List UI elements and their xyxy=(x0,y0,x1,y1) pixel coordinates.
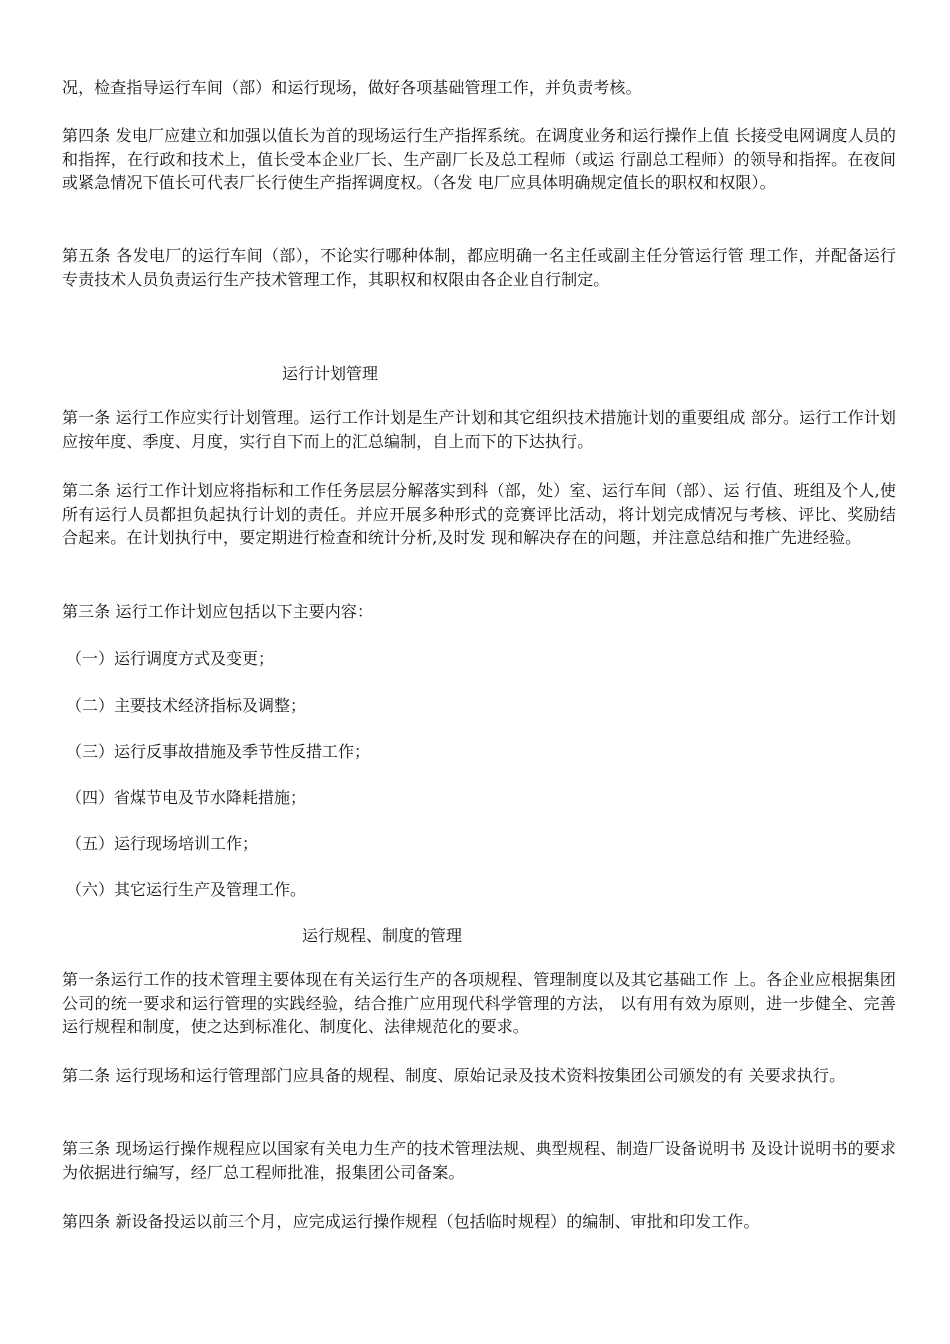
rules-article-2: 第二条 运行现场和运行管理部门应具备的规程、制度、原始记录及技术资料按集团公司颁发的有 关要求执行。 xyxy=(62,1066,846,1085)
section-heading-rules: 运行规程、制度的管理 xyxy=(302,926,463,945)
rules-article-4: 第四条 新设备投运以前三个月，应完成运行操作规程（包括临时规程）的编制、审批和印发工作。 xyxy=(62,1212,760,1231)
rules-article-1: 第一条运行工作的技术管理主要体现在有关运行生产的各项规程、管理制度以及其它基础工作 上。各企业应根据集团公司的统一要求和运行管理的实践经验，结合推广应用现代科学管理的方法， 以有用有效为原则，进一步健全、完善运行规程和制度，使之达到标准化、制度化、法律规范化的要求。 xyxy=(62,970,896,1036)
plan-list-item: （五）运行现场培训工作； xyxy=(66,834,259,853)
section-heading-plan: 运行计划管理 xyxy=(282,364,379,383)
plan-list-item: （六）其它运行生产及管理工作。 xyxy=(66,880,307,899)
article-4-paragraph: 第四条 发电厂应建立和加强以值长为首的现场运行生产指挥系统。在调度业务和运行操作上值 长接受电网调度人员的和指挥，在行政和技术上，值长受本企业厂长、生产副厂长及总工程师（或运 行副总工程师）的领导和指挥。在夜间或紧急情况下值长可代表厂长行使生产指挥调度权。（各发 电厂应具体明确规定值长的职权和权限）。 xyxy=(62,126,896,192)
plan-list-item: （二）主要技术经济指标及调整； xyxy=(66,696,307,715)
article-5-paragraph: 第五条 各发电厂的运行车间（部），不论实行哪种体制，都应明确一名主任或副主任分管运行管 理工作，并配备运行专责技术人员负责运行生产技术管理工作，其职权和权限由各企业自行制定。 xyxy=(62,246,896,289)
plan-list-item: （三）运行反事故措施及季节性反措工作； xyxy=(66,742,371,761)
plan-article-3: 第三条 运行工作计划应包括以下主要内容： xyxy=(62,602,374,621)
plan-list-item: （四）省煤节电及节水降耗措施； xyxy=(66,788,307,807)
plan-article-1: 第一条 运行工作应实行计划管理。运行工作计划是生产计划和其它组织技术措施计划的重要组成 部分。运行工作计划应按年度、季度、月度，实行自下而上的汇总编制，自上而下的下达执行。 xyxy=(62,408,896,451)
intro-paragraph-1: 况，检查指导运行车间（部）和运行现场，做好各项基础管理工作，并负责考核。 xyxy=(62,78,642,97)
plan-list-item: （一）运行调度方式及变更； xyxy=(66,649,275,668)
plan-article-2: 第二条 运行工作计划应将指标和工作任务层层分解落实到科（部，处）室、运行车间（部）、运 行值、班组及个人,使所有运行人员都担负起执行计划的责任。并应开展多种形式的竞赛评比活动，将计划完成情况与考核、评比、奖励结合起来。在计划执行中，要定期进行检查和统计分析,及时发 现和解决存在的问题，并注意总结和推广先进经验。 xyxy=(62,481,896,547)
rules-article-3: 第三条 现场运行操作规程应以国家有关电力生产的技术管理法规、典型规程、制造厂设备说明书 及设计说明书的要求为依据进行编写，经厂总工程师批准，报集团公司备案。 xyxy=(62,1139,896,1182)
